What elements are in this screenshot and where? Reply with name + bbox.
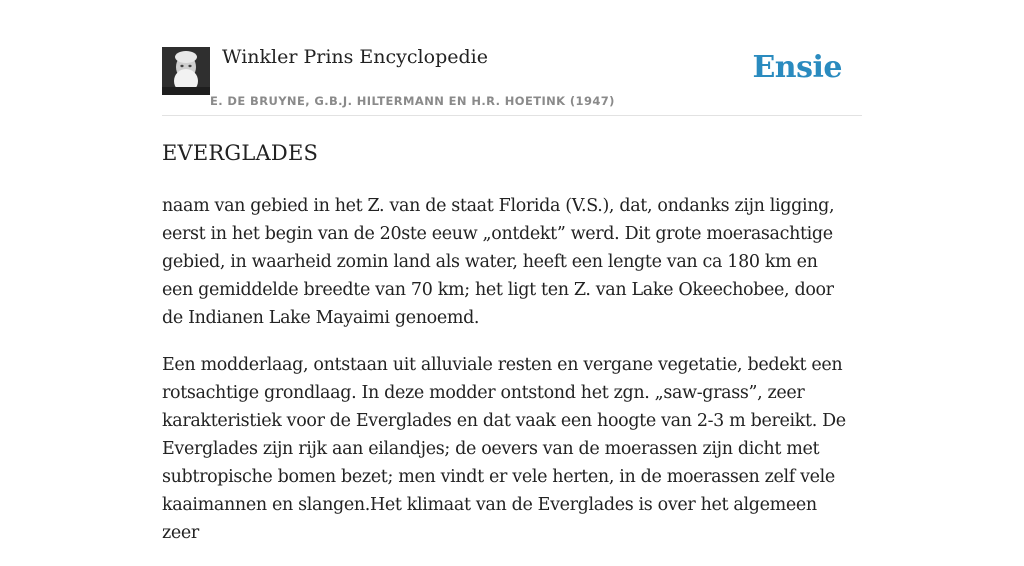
author-portrait-icon[interactable] [162,47,210,95]
article-body [162,192,852,566]
source-header [162,0,862,116]
article-paragraph: naam van gebied in het Z. van de staat Florida (V.S.), dat, ondanks zijn ligging, eerst in het begin van de 20ste eeuw „ontdekt” werd. Dit grote moerasachtige gebied, in waarheid zomin land als water, heeft een lengte van ca 180 km en een gemiddelde breedte van 70 km; het ligt ten Z. van Lake Okeechobee, door de Indianen Lake Mayaimi genoemd. [162,196,835,328]
ensie-logo-link[interactable]: Ensie [752,50,842,85]
source-title[interactable]: Winkler Prins Encyclopedie [222,46,488,68]
article-paragraph: Een modderlaag, ontstaan uit alluviale resten en vergane vegetatie, bedekt een rotsachtige grondlaag. In deze modder ontstond het zgn. „saw-grass”, zeer karakteristiek voor de Everglades en dat vaak een hoogte van 2-3 m bereikt. De Everglades zijn rijk aan eilandjes; de oevers van de moerassen zijn dicht met subtropische bomen bezet; men vindt er vele herten, in de moerassen zelf vele kaaimannen en slangen.Het klimaat van de Everglades is over het algemeen zeer [162,355,846,543]
article-headword: EVERGLADES [162,141,319,165]
source-authors: E. DE BRUYNE, G.B.J. HILTERMANN EN H.R. HOETINK (1947) [210,94,615,108]
